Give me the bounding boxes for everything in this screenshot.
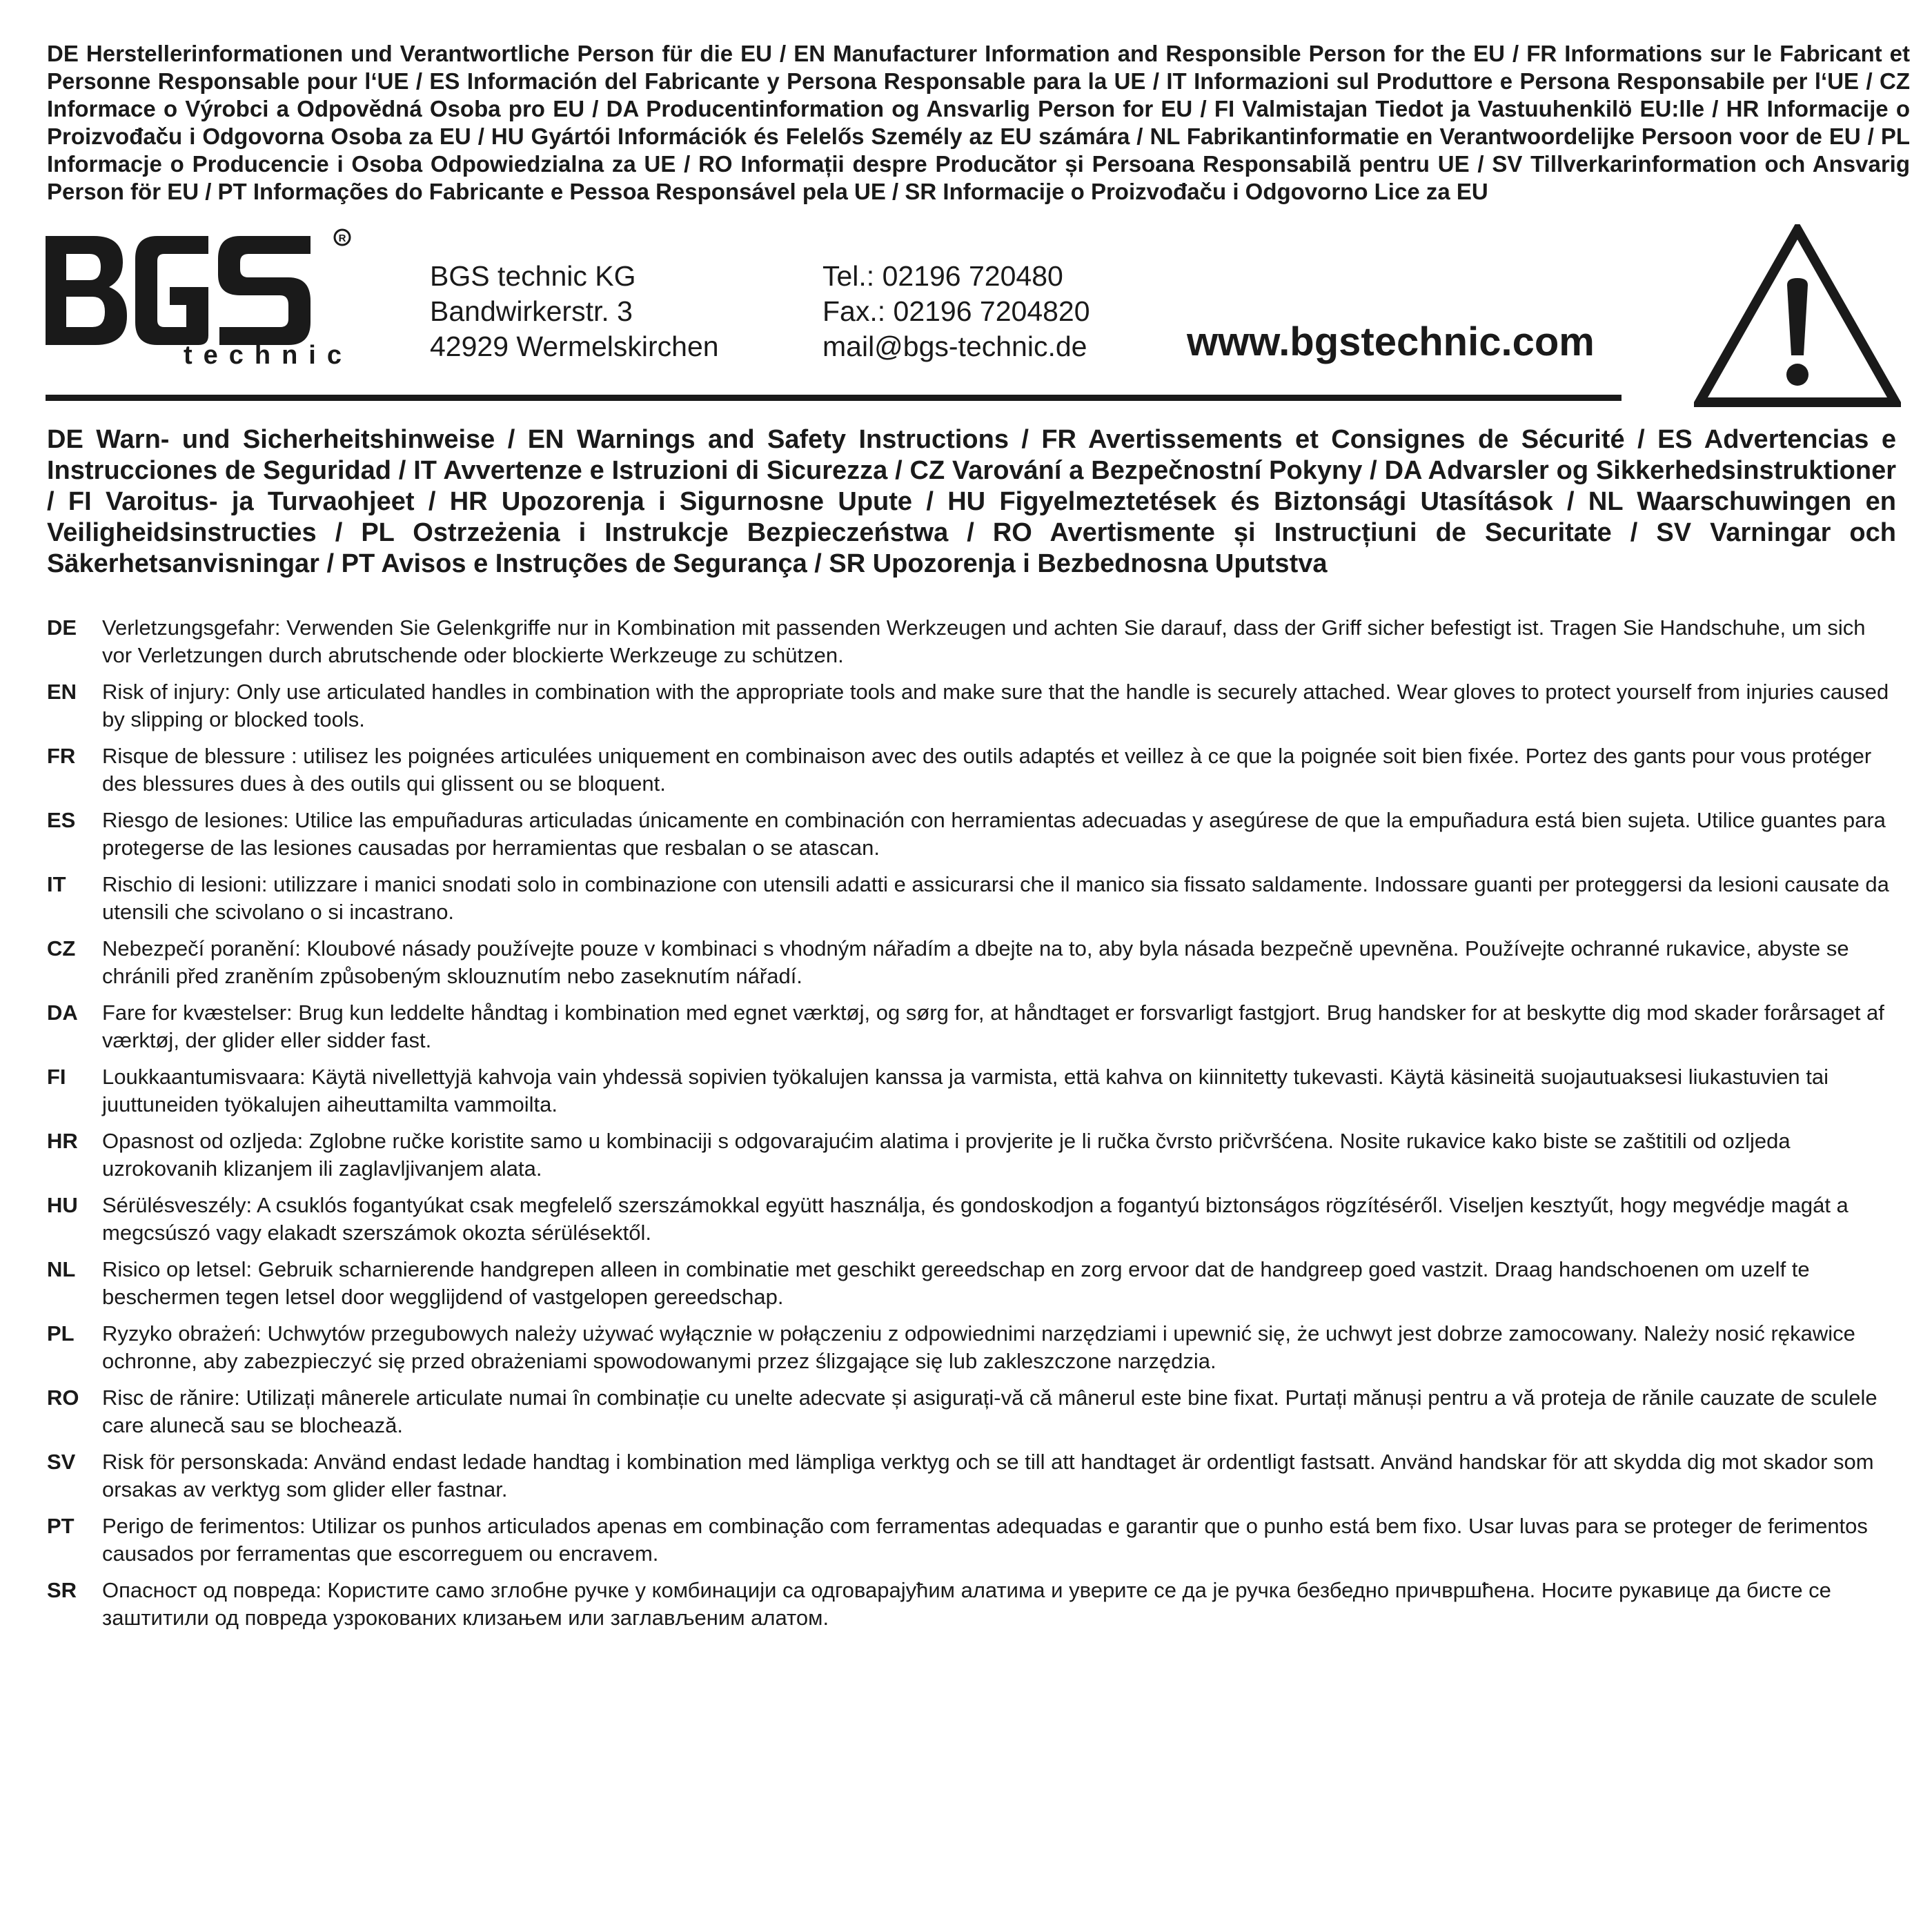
company-contact — [822, 259, 1090, 364]
manufacturer-info-heading: DE Herstellerinformationen und Verantwortliche Person für die EU / EN Manufacturer Information and Responsible Person for the EU / FR Informations sur le Fabricant et Personne Responsable pour l‘UE / ES Información del Fabricante y Persona Responsable para la UE / IT Informazioni sul Produttore e Persona Responsabile per l‘UE / CZ Informace o Výrobci a Odpovědná Osoba pro EU / DA Producentinformation og Ansvarlig Person for EU / FI Valmistajan Tiedot ja Vastuuhenkilö EU:lle / HR Informacije o Proizvođaču i Odgovorna Osoba za EU / HU Gyártói Információk és Felelős Személy az EU számára / NL Fabrikantinformatie en Verantwoordelijke Persoon voor de EU / PL Informacje o Producencie i Osoba Odpowiedzialna za UE / RO Informații despre Producător și Persoana Responsabilă pentru UE / SV Tillverkarinformation och Ansvarig Person för EU / PT Informações do Fabricante e Pessoa Responsável pela UE / SR Informacije o Proizvođaču i Odgovorno Lice za EU — [47, 41, 1910, 204]
list-item — [47, 807, 1896, 871]
instruction-text: Risc de rănire: Utilizați mânerele articulate numai în combinație cu unelte adecvate și asigurați-vă că mânerul este bine fixat. Purtați mănuși pentru a vă proteja de rănile cauzate de sculele care alunecă sau se blochează. — [102, 1386, 1877, 1437]
bgs-technic-logo — [46, 228, 356, 366]
list-item — [47, 742, 1896, 807]
list-item — [47, 678, 1896, 742]
list-item — [47, 871, 1896, 935]
list-item — [47, 614, 1896, 678]
language-code: DA — [47, 1000, 78, 1025]
instruction-text: Ryzyko obrażeń: Uchwytów przegubowych należy używać wyłącznie w połączeniu z odpowiednimi narzędziami i upewnić się, że uchwyt jest dobrze zamocowany. Należy nosić rękawice ochronne, aby zabezpieczyć się przed obrażeniami spowodowanymi przez ślizgające się lub zakleszczone narzędzia. — [102, 1321, 1855, 1373]
list-item — [47, 1256, 1896, 1320]
language-code: FR — [47, 744, 76, 768]
warning-triangle-icon — [1694, 224, 1901, 407]
list-item — [47, 1384, 1896, 1448]
instruction-text: Riesgo de lesiones: Utilice las empuñaduras articuladas únicamente en combinación con herramientas adecuadas y asegúrese de que la empuñadura está bien sujeta. Utilice guantes para protegerse de las lesiones causadas por herramientas que resbalan o se atascan. — [102, 808, 1886, 860]
instruction-text: Risk of injury: Only use articulated handles in combination with the appropriate tools and make sure that the handle is securely attached. Wear gloves to protect yourself from injuries caused by slipping or blocked tools. — [102, 680, 1889, 731]
list-item — [47, 1127, 1896, 1192]
instruction-text: Rischio di lesioni: utilizzare i manici snodati solo in combinazione con utensili adatti e assicurarsi che il manico sia fissato saldamente. Indossare guanti per proteggersi da lesioni causate da utensili che scivolano o si incastrano. — [102, 872, 1889, 924]
company-city: 42929 Wermelskirchen — [430, 331, 719, 362]
list-item — [47, 1512, 1896, 1577]
instruction-text: Sérülésveszély: A csuklós fogantyúkat csak megfelelő szerszámokkal együtt használja, és gondoskodjon a fogantyú biztonságos rögzítéséről. Viseljen kesztyűt, hogy megvédje magát a megcsúszó vagy elakadt szerszámok okozta sérülésektől. — [102, 1193, 1849, 1245]
list-item — [47, 1063, 1896, 1127]
divider-line — [46, 395, 1621, 401]
safety-instructions-list — [47, 614, 1896, 1641]
language-code: RO — [47, 1386, 79, 1410]
contact-fax: Fax.: 02196 7204820 — [822, 295, 1090, 327]
language-code: CZ — [47, 936, 76, 960]
language-code: PL — [47, 1321, 75, 1346]
contact-mail[interactable]: mail@bgs-technic.de — [822, 331, 1087, 362]
svg-text:technic: technic — [183, 341, 353, 366]
instruction-text: Nebezpečí poranění: Kloubové násady používejte pouze v kombinaci s vhodným nářadím a dbejte na to, aby byla násada bezpečně upevněna. Používejte ochranné rukavice, abyste se chránili před zraněním způsobeným sklouznutím nebo zaseknutím nářadí. — [102, 936, 1849, 988]
contact-tel: Tel.: 02196 720480 — [822, 260, 1063, 292]
instruction-text: Loukkaantumisvaara: Käytä nivellettyjä kahvoja vain yhdessä sopivien työkalujen kanssa ja varmista, että kahva on kiinnitetty tukevasti. Käytä käsineitä suojautuaksesi liukastuvien tai juuttuneiden työkalujen aiheuttamilta vammoilta. — [102, 1065, 1829, 1116]
language-code: HU — [47, 1193, 78, 1217]
list-item — [47, 1192, 1896, 1256]
list-item — [47, 1577, 1896, 1641]
language-code: DE — [47, 615, 77, 640]
svg-text:R: R — [338, 233, 346, 244]
language-code: NL — [47, 1257, 76, 1281]
list-item — [47, 935, 1896, 999]
language-code: PT — [47, 1514, 75, 1538]
language-code: SR — [47, 1578, 77, 1602]
instruction-text: Risk för personskada: Använd endast ledade handtag i kombination med lämpliga verktyg och se till att handtaget är ordentligt fastsatt. Använd handskar för att skydda dig mot skador som orsakas av verktyg som glider eller fastnar. — [102, 1450, 1874, 1501]
warnings-safety-heading: DE Warn- und Sicherheitshinweise / EN Warnings and Safety Instructions / FR Avertissements et Consignes de Sécurité / ES Advertencias e Instrucciones de Seguridad / IT Avvertenze e Istruzioni di Sicurezza / CZ Varování a Bezpečnostní Pokyny / DA Advarsler og Sikkerhedsinstruktioner / FI Varoitus- ja Turvaohjeet / HR Upozorenja i Sigurnosne Upute / HU Figyelmeztetések és Biztonsági Utasítások / NL Waarschuwingen en Veiligheidsinstructies / PL Ostrzeżenia i Instrukcje Bezpieczeństwa / RO Avertismente și Instrucțiuni de Securitate / SV Varningar och Säkerhetsanvisningar / PT Avisos e Instruções de Segurança / SR Upozorenja i Bezbednosna Uputstva — [47, 425, 1896, 578]
instruction-text: Verletzungsgefahr: Verwenden Sie Gelenkgriffe nur in Kombination mit passenden Werkzeugen und achten Sie darauf, dass der Griff sicher befestigt ist. Tragen Sie Handschuhe, um sich vor Verletzungen durch abrutschende oder blockierte Werkzeuge zu schützen. — [102, 615, 1866, 667]
company-name: BGS technic KG — [430, 260, 636, 292]
instruction-text: Risque de blessure : utilisez les poignées articulées uniquement en combinaison avec des outils adaptés et veillez à ce que la poignée soit bien fixée. Portez des gants pour vous protéger des blessures dues à des outils qui glissent ou se bloquent. — [102, 744, 1872, 796]
language-code: FI — [47, 1065, 66, 1089]
company-street: Bandwirkerstr. 3 — [430, 295, 633, 327]
list-item — [47, 1448, 1896, 1512]
language-code: ES — [47, 808, 76, 832]
website-link[interactable]: www.bgstechnic.com — [1187, 319, 1595, 364]
list-item — [47, 1320, 1896, 1384]
instruction-text: Опасност од повреда: Користите само зглобне ручке у комбинацији са одговарајућим алатима и уверите се да је ручка безбедно причвршћена. Носите рукавице да бисте се заштитили од повреда узрокованих клизањем или заглављеним алатом. — [102, 1578, 1831, 1630]
language-code: IT — [47, 872, 66, 896]
instruction-text: Fare for kvæstelser: Brug kun leddelte håndtag i kombination med egnet værktøj, og sørg for, at håndtaget er forsvarligt fastgjort. Brug handsker for at beskytte dig mod skader forårsaget af værktøj, der glider eller sidder fast. — [102, 1000, 1884, 1052]
instruction-text: Perigo de ferimentos: Utilizar os punhos articulados apenas em combinação com ferramentas adequadas e garantir que o punho está bem fixo. Usar luvas para se proteger de ferimentos causados por ferramentas que escorreguem ou encravem. — [102, 1514, 1868, 1566]
instruction-text: Opasnost od ozljeda: Zglobne ručke koristite samo u kombinaciji s odgovarajućim alatima i provjerite je li ručka čvrsto pričvršćena. Nosite rukavice kako biste se zaštitili od ozljeda uzrokovanih klizanjem ili zaglavljivanjem alata. — [102, 1129, 1791, 1181]
language-code: HR — [47, 1129, 78, 1153]
language-code: SV — [47, 1450, 76, 1474]
instruction-text: Risico op letsel: Gebruik scharnierende handgrepen alleen in combinatie met geschikt gereedschap en zorg ervoor dat de handgreep goed vastzit. Draag handschoenen om uzelf te beschermen tegen letsel door wegglijdend of vastgelopen gereedschap. — [102, 1257, 1810, 1309]
language-code: EN — [47, 680, 77, 704]
list-item — [47, 999, 1896, 1063]
company-address — [430, 259, 719, 364]
